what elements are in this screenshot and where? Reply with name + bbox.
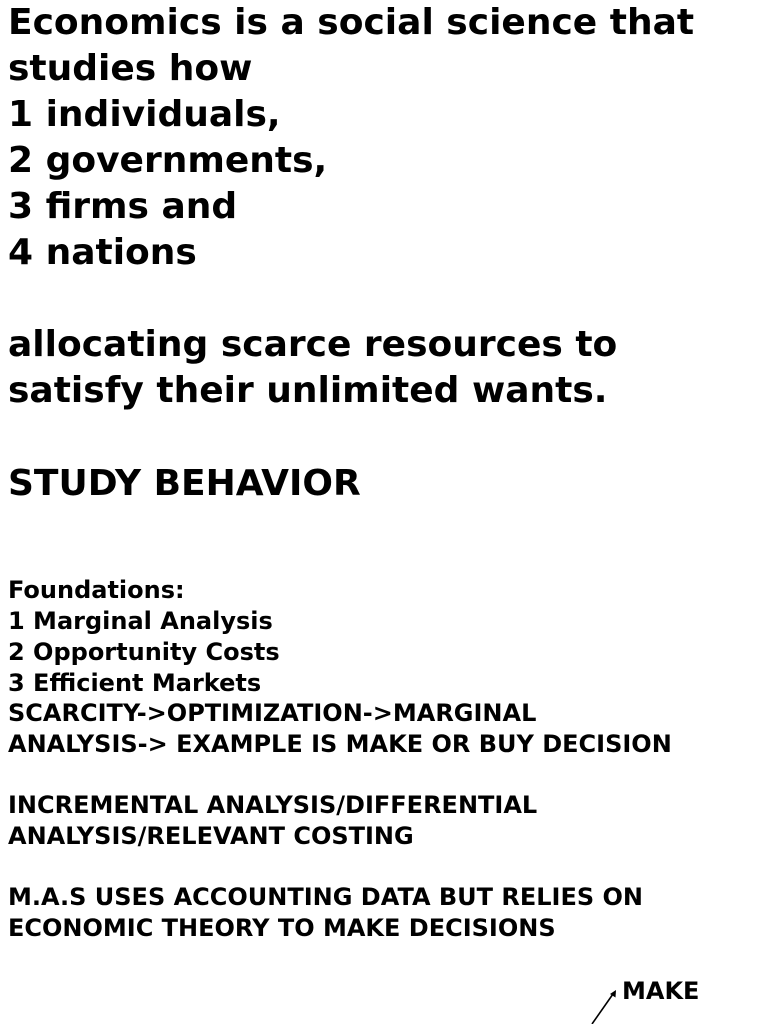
mas-line-1: M.A.S USES ACCOUNTING DATA BUT RELIES ON <box>8 883 644 911</box>
mas-line-2: ECONOMIC THEORY TO MAKE DECISIONS <box>8 914 556 942</box>
scarcity-chain-line-1: SCARCITY->OPTIMIZATION->MARGINAL <box>8 699 537 727</box>
arrow-up-right-icon <box>580 984 620 1024</box>
list-item-governments: 2 governments, <box>8 140 328 181</box>
foundations-heading: Foundations: <box>8 576 185 604</box>
scarcity-chain-line-2: ANALYSIS-> EXAMPLE IS MAKE OR BUY DECISION <box>8 730 672 758</box>
allocating-line-1: allocating scarce resources to <box>8 324 618 365</box>
incremental-line-1: INCREMENTAL ANALYSIS/DIFFERENTIAL <box>8 791 538 819</box>
incremental-line-2: ANALYSIS/RELEVANT COSTING <box>8 822 414 850</box>
definition-line-1: Economics is a social science that <box>8 2 695 43</box>
definition-line-2: studies how <box>8 48 253 89</box>
make-label: MAKE <box>622 977 700 1005</box>
list-item-firms: 3 firms and <box>8 186 238 227</box>
foundation-item-marginal-analysis: 1 Marginal Analysis <box>8 607 273 635</box>
foundation-item-efficient-markets: 3 Efficient Markets <box>8 669 262 697</box>
list-item-nations: 4 nations <box>8 232 197 273</box>
list-item-individuals: 1 individuals, <box>8 94 281 135</box>
study-behavior-heading: STUDY BEHAVIOR <box>8 463 361 504</box>
foundation-item-opportunity-costs: 2 Opportunity Costs <box>8 638 280 666</box>
allocating-line-2: satisfy their unlimited wants. <box>8 370 608 411</box>
